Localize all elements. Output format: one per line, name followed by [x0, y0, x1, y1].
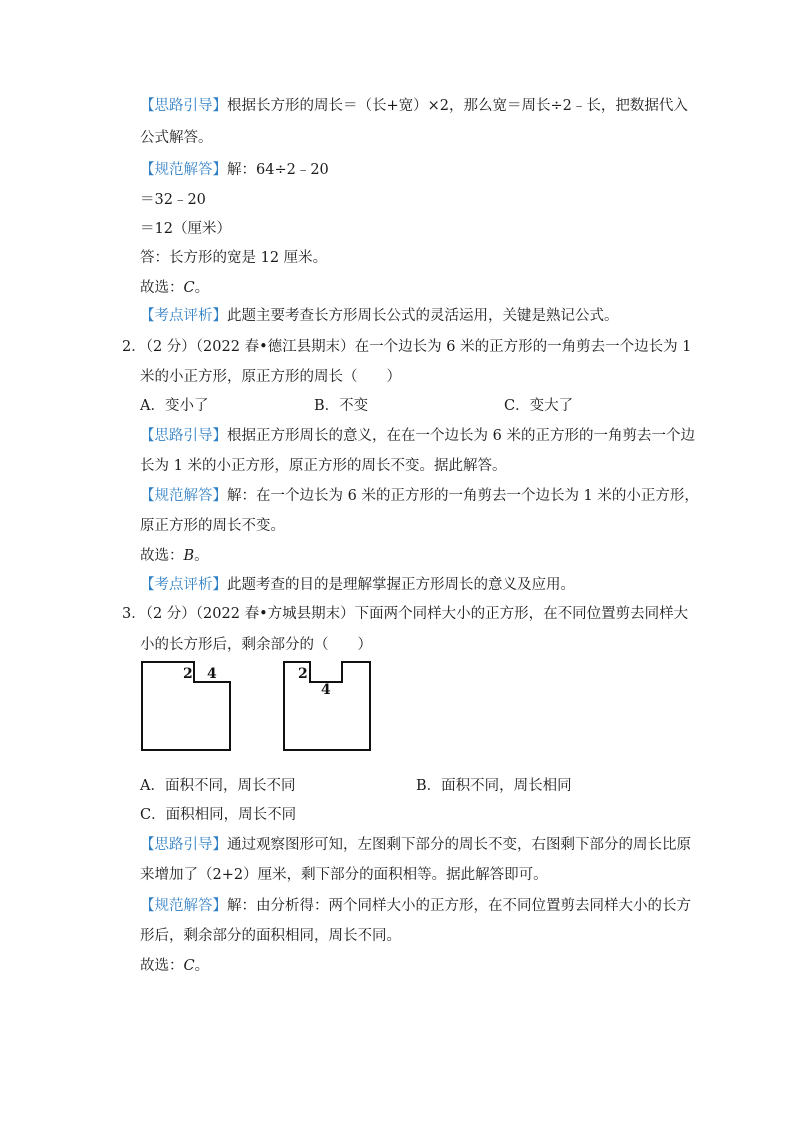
q1-hint-text: 根据长方形的周长＝（长+宽）×2，那么宽＝周长÷2﹣长，把数据代入 — [227, 98, 688, 114]
q3-hint-line-2: 来增加了（2+2）厘米，剩下部分的面积相等。据此解答即可。 — [140, 867, 548, 883]
q3-stem-line-1: 3．（2 分）（2022 春•方城县期末）下面两个同样大小的正方形，在不同位置剪去同样大 — [122, 606, 689, 622]
answer-tag: 规范解答 — [154, 162, 213, 178]
q3-right-label-4: 4 — [321, 682, 331, 698]
q1-answer-line-2: ＝32﹣20 — [140, 192, 206, 208]
q2-hint-line-2: 长为 1 米的小正方形，原正方形的周长不变。据此解答。 — [140, 458, 507, 474]
review-tag: 考点评析 — [154, 308, 213, 324]
q3-choice: 故选：C。 — [140, 958, 210, 974]
q1-answer-line-4: 答：长方形的宽是 12 厘米。 — [140, 250, 328, 266]
q3-left-label-4: 4 — [207, 666, 217, 682]
hint-tag: 思路引导 — [154, 428, 213, 444]
q3-hint-line-1: 【思路引导】通过观察图形可知，左图剩下部分的周长不变，右图剩下部分的周长比原 — [140, 837, 691, 853]
q2-hint-line-1: 【思路引导】根据正方形周长的意义，在在一个边长为 6 米的正方形的一角剪去一个边 — [140, 428, 695, 444]
q2-review-line: 【考点评析】此题考查的目的是理解掌握正方形周长的意义及应用。 — [140, 577, 575, 593]
q3-option-c: C．面积相同，周长不同 — [140, 807, 297, 823]
q1-choice: 故选：C。 — [140, 280, 210, 296]
q2-stem-line-2: 米的小正方形，原正方形的周长（ ） — [140, 369, 401, 385]
q1-hint-line-1: 【思路引导】根据长方形的周长＝（长+宽）×2，那么宽＝周长÷2﹣长，把数据代入 — [140, 98, 688, 114]
q2-stem-line-1: 2．（2 分）（2022 春•德江县期末）在一个边长为 6 米的正方形的一角剪去一个边长为 1 — [122, 339, 692, 355]
q1-review-line: 【考点评析】此题主要考查长方形周长公式的灵活运用，关键是熟记公式。 — [140, 308, 619, 324]
q3-figure-right — [280, 658, 380, 754]
q2-choice: 故选：B。 — [140, 548, 209, 564]
q3-option-a: A．面积不同，周长不同 — [140, 778, 296, 794]
q2-option-a: A．变小了 — [140, 398, 209, 414]
answer-tag: 规范解答 — [154, 898, 213, 914]
q3-left-label-2: 2 — [183, 666, 193, 682]
q3-answer-line-1: 【规范解答】解：由分析得：两个同样大小的正方形，在不同位置剪去同样大小的长方 — [140, 898, 691, 914]
q3-right-label-2: 2 — [298, 666, 308, 682]
hint-tag: 思路引导 — [154, 837, 213, 853]
q3-answer-line-2: 形后，剩余部分的面积相同，周长不同。 — [140, 928, 401, 944]
q3-right-shape — [284, 662, 370, 750]
q2-option-b: B．不变 — [314, 398, 369, 414]
q1-answer-line-3: ＝12（厘米） — [140, 221, 231, 237]
answer-tag: 规范解答 — [154, 488, 213, 504]
q3-option-b: B．面积不同，周长相同 — [416, 778, 572, 794]
review-tag: 考点评析 — [154, 577, 213, 593]
q2-option-c: C．变大了 — [504, 398, 574, 414]
q2-answer-line-1: 【规范解答】解：在一个边长为 6 米的正方形的一角剪去一个边长为 1 米的小正方形， — [140, 488, 699, 504]
q2-answer-line-2: 原正方形的周长不变。 — [140, 518, 285, 534]
q3-figure-left — [138, 658, 238, 754]
q3-stem-line-2: 小的长方形后，剩余部分的（ ） — [140, 637, 372, 653]
q1-answer-line-1: 【规范解答】解：64÷2﹣20 — [140, 162, 329, 178]
hint-tag: 思路引导 — [154, 98, 213, 114]
q1-hint-line-2: 公式解答。 — [140, 130, 213, 146]
